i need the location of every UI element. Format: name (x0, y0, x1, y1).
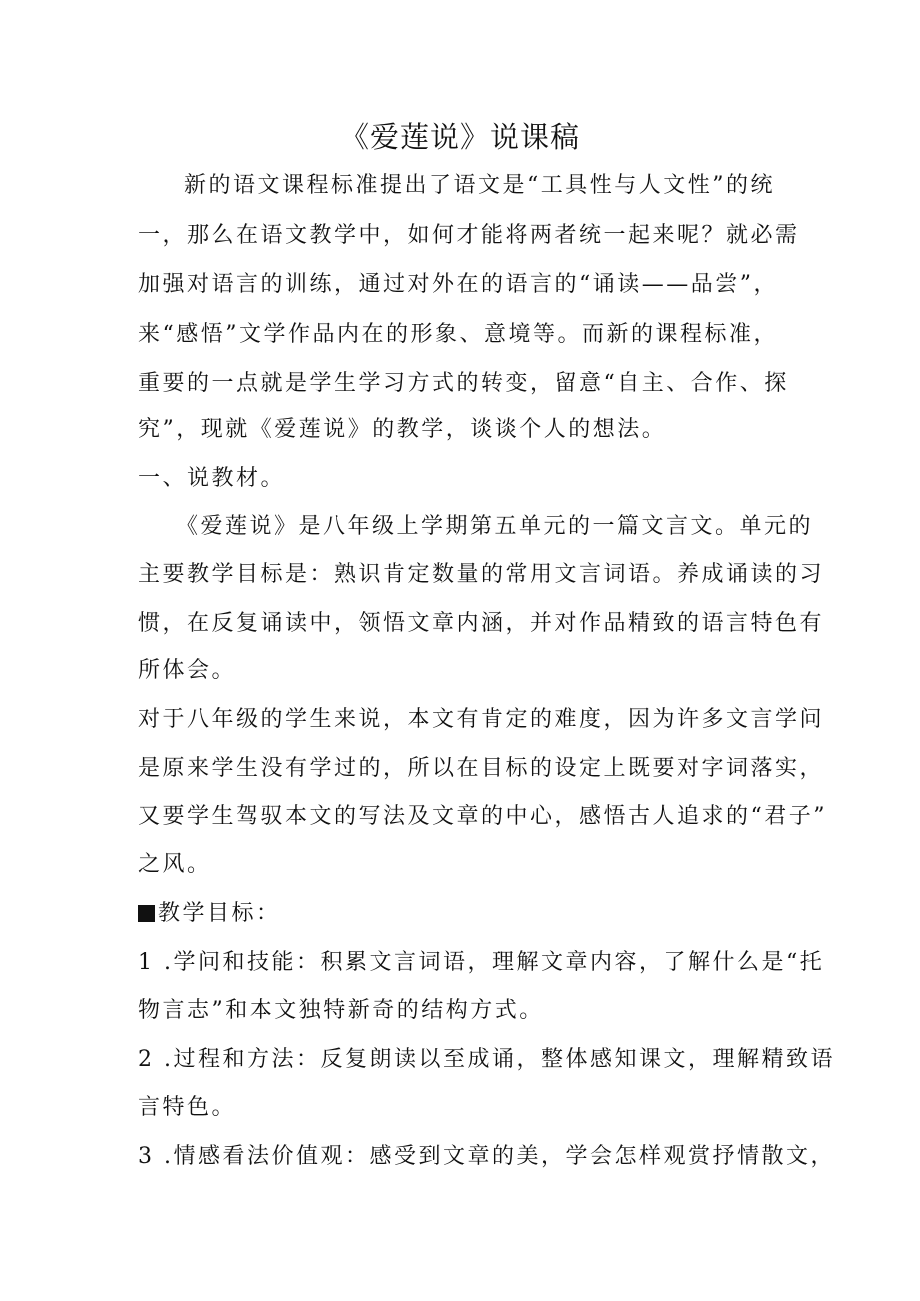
paragraph-line: 一，那么在语文教学中，如何才能将两者统一起来呢？就必需 (138, 223, 800, 248)
paragraph-line: 加强对语言的训练，通过对外在的语言的“诵读——品尝”， (138, 272, 778, 297)
square-bullet-icon (138, 905, 155, 922)
paragraph-line: 新的语文课程标准提出了语文是“工具性与人文性”的统 (184, 173, 775, 198)
objective-item: 1 .学问和技能：积累文言词语，理解文章内容，了解什么是“托 (138, 950, 825, 975)
objective-item: 3 .情感看法价值观：感受到文章的美，学会怎样观赏抒情散文， (138, 1144, 835, 1169)
section-heading: 一、说教材。 (138, 466, 286, 491)
objectives-heading (138, 897, 281, 931)
objective-item: 2 .过程和方法：反复朗读以至成诵，整体感知课文，理解精致语 (138, 1047, 835, 1072)
paragraph-line: 来“感悟”文学作品内在的形象、意境等。而新的课程标准， (138, 322, 778, 347)
document-title: 《爱莲说》说课稿 (339, 120, 580, 154)
paragraph-line: 惯，在反复诵读中，领悟文章内涵，并对作品精致的语言特色有 (138, 611, 825, 636)
objective-item-continued: 言特色。 (138, 1095, 237, 1120)
objectives-heading-text: 教学目标： (158, 901, 281, 926)
paragraph-line: 所体会。 (138, 658, 237, 683)
paragraph-line: 之风。 (138, 852, 212, 877)
paragraph-line: 对于八年级的学生来说，本文有肯定的难度，因为许多文言学问 (138, 707, 825, 732)
paragraph-line: 又要学生驾驭本文的写法及文章的中心，感悟古人追求的“君子” (138, 804, 827, 829)
paragraph-line: 重要的一点就是学生学习方式的转变，留意“自主、合作、探 (138, 371, 789, 396)
paragraph-line: 是原来学生没有学过的，所以在目标的设定上既要对字词落实， (138, 756, 825, 781)
objective-item-continued: 物言志”和本文独特新奇的结构方式。 (138, 998, 544, 1023)
paragraph-line: 主要教学目标是：熟识肯定数量的常用文言词语。养成诵读的习 (138, 562, 825, 587)
paragraph-line: 究”，现就《爱莲说》的教学，谈谈个人的想法。 (138, 417, 667, 442)
paragraph-line: 《爱莲说》是八年级上学期第五单元的一篇文言文。单元的 (176, 514, 814, 539)
